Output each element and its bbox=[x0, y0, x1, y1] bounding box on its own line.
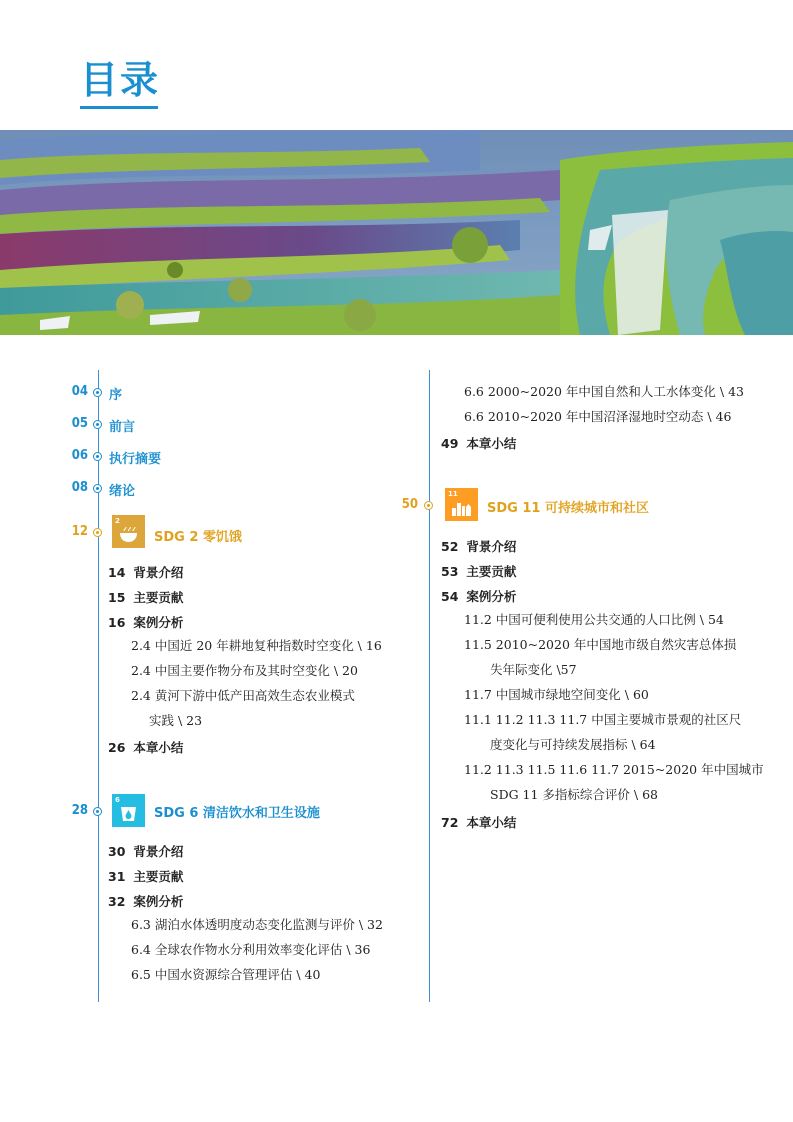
toc-entry[interactable]: 54 案例分析 bbox=[441, 589, 517, 604]
sdg2-page-number: 12 bbox=[71, 524, 88, 539]
right-timeline bbox=[429, 370, 430, 1002]
timeline-dot bbox=[424, 501, 433, 510]
timeline-dot bbox=[93, 388, 102, 397]
sdg6-badge: 6 bbox=[112, 794, 145, 827]
sdg6-heading[interactable]: SDG 6 清洁饮水和卫生设施 bbox=[154, 806, 320, 821]
toc-page-number: 08 bbox=[71, 480, 88, 495]
case-entry[interactable]: 6.5 中国水资源综合管理评估 \ 40 bbox=[131, 967, 321, 982]
sdg11-badge: 11 bbox=[445, 488, 478, 521]
case-entry[interactable]: 11.7 中国城市绿地空间变化 \ 60 bbox=[464, 687, 649, 702]
case-entry[interactable]: 11.2 11.3 11.5 11.6 11.7 2015~2020 年中国城市 bbox=[464, 762, 764, 777]
case-entry[interactable]: 6.3 湖泊水体透明度动态变化监测与评价 \ 32 bbox=[131, 917, 383, 932]
case-entry-continued[interactable]: 失年际变化 \57 bbox=[490, 662, 577, 677]
toc-entry[interactable]: 15 主要贡献 bbox=[108, 590, 184, 605]
timeline-dot bbox=[93, 807, 102, 816]
bowl-icon bbox=[118, 526, 139, 544]
sdg11-heading[interactable]: SDG 11 可持续城市和社区 bbox=[487, 501, 649, 516]
toc-item-preface[interactable]: 前言 bbox=[109, 420, 136, 435]
toc-entry[interactable]: 14 背景介绍 bbox=[108, 565, 184, 580]
timeline-dot bbox=[93, 484, 102, 493]
timeline-dot bbox=[93, 528, 102, 537]
toc-entry[interactable]: 52 背景介绍 bbox=[441, 539, 517, 554]
case-entry-continued[interactable]: 度变化与可持续发展指标 \ 64 bbox=[490, 737, 656, 752]
toc-entry[interactable]: 26 本章小结 bbox=[108, 740, 184, 755]
city-icon bbox=[451, 499, 472, 517]
page-title: 目录 bbox=[80, 58, 161, 102]
case-entry-continued[interactable]: SDG 11 多指标综合评价 \ 68 bbox=[490, 787, 658, 802]
sdg2-badge: 2 bbox=[112, 515, 145, 548]
sdg11-page-number: 50 bbox=[401, 497, 418, 512]
toc-entry[interactable]: 53 主要贡献 bbox=[441, 564, 517, 579]
title-underline bbox=[80, 106, 158, 109]
water-drop-icon bbox=[118, 805, 139, 823]
case-entry[interactable]: 11.1 11.2 11.3 11.7 中国主要城市景观的社区尺 bbox=[464, 712, 742, 727]
toc-entry[interactable]: 72 本章小结 bbox=[441, 815, 517, 830]
toc-entry[interactable]: 30 背景介绍 bbox=[108, 844, 184, 859]
rice-terrace-photo bbox=[0, 130, 793, 335]
case-entry[interactable]: 2.4 黄河下游中低产田高效生态农业模式 bbox=[131, 688, 355, 703]
case-entry[interactable]: 6.4 全球农作物水分利用效率变化评估 \ 36 bbox=[131, 942, 371, 957]
timeline-dot bbox=[93, 452, 102, 461]
case-entry[interactable]: 6.6 2000~2020 年中国自然和人工水体变化 \ 43 bbox=[464, 384, 744, 399]
toc-entry[interactable]: 16 案例分析 bbox=[108, 615, 184, 630]
toc-entry[interactable]: 31 主要贡献 bbox=[108, 869, 184, 884]
case-entry-continued[interactable]: 实践 \ 23 bbox=[149, 713, 203, 728]
sdg6-page-number: 28 bbox=[71, 803, 88, 818]
toc-entry[interactable]: 49 本章小结 bbox=[441, 436, 517, 451]
sdg2-heading[interactable]: SDG 2 零饥饿 bbox=[154, 530, 242, 545]
case-entry[interactable]: 11.5 2010~2020 年中国地市级自然灾害总体损 bbox=[464, 637, 737, 652]
toc-item-summary[interactable]: 执行摘要 bbox=[109, 452, 162, 467]
toc-page-number: 06 bbox=[71, 448, 88, 463]
case-entry[interactable]: 11.2 中国可便利使用公共交通的人口比例 \ 54 bbox=[464, 612, 724, 627]
case-entry[interactable]: 2.4 中国主要作物分布及其时空变化 \ 20 bbox=[131, 663, 358, 678]
toc-page-number: 04 bbox=[71, 384, 88, 399]
toc-entry[interactable]: 32 案例分析 bbox=[108, 894, 184, 909]
toc-item-xu[interactable]: 序 bbox=[109, 388, 123, 403]
timeline-dot bbox=[93, 420, 102, 429]
toc-page-number: 05 bbox=[71, 416, 88, 431]
toc-item-introduction[interactable]: 绪论 bbox=[109, 484, 136, 499]
left-timeline bbox=[98, 370, 99, 1002]
case-entry[interactable]: 2.4 中国近 20 年耕地复种指数时空变化 \ 16 bbox=[131, 638, 382, 653]
case-entry[interactable]: 6.6 2010~2020 年中国沼泽湿地时空动态 \ 46 bbox=[464, 409, 732, 424]
